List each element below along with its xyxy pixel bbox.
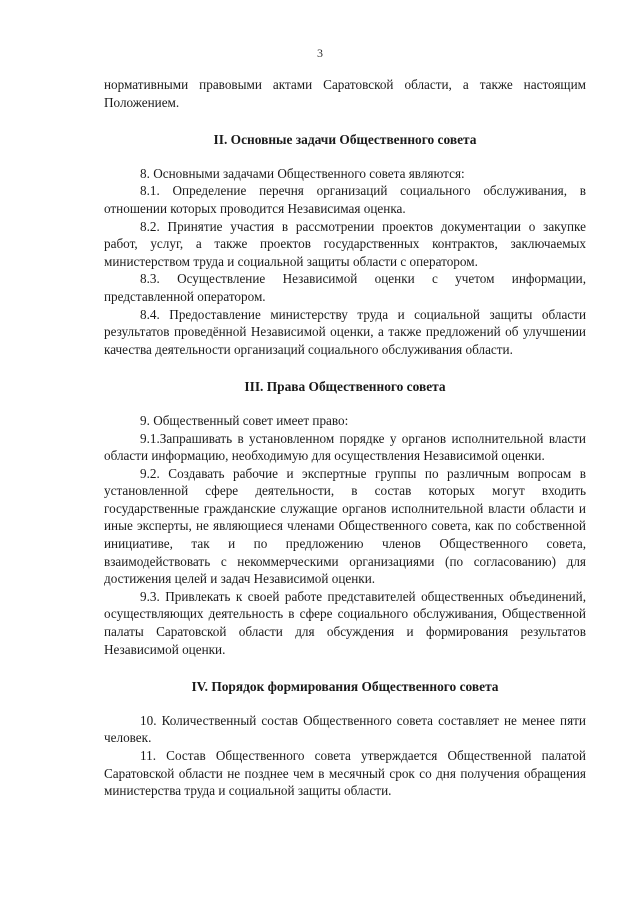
section-3-heading: III. Права Общественного совета [244,379,446,395]
paragraph-11: 11. Состав Общественного совета утверждается Общественной палатой Саратовской области не позднее чем в месячный срок со дня получения обращения министерства труда и социальной защиты области. [104,748,586,799]
intro-paragraph: нормативными правовыми актами Саратовской области, а также настоящим Положением. [104,77,586,110]
paragraph-9-2: 9.2. Создавать рабочие и экспертные группы по различным вопросам в установленной сфере деятельности, в состав которых могут входить государственные гражданские служащие органов исполнительной власти области и иные эксперты, не являющиеся членами Общественного совета, как по собственной инициативе, так и по предложению членов Общественного совета, взаимодействовать с некоммерческими организациями (по согласованию) для достижения целей и задач Независимой оценки. [104,465,586,587]
paragraph-8-3: 8.3. Осуществление Независимой оценки с учетом информации, представленной оператором. [104,271,586,304]
paragraph-10: 10. Количественный состав Общественного совета составляет не менее пяти человек. [104,712,586,746]
paragraph-9: 9. Общественный совет имеет право: [140,412,349,428]
paragraph-8-4: 8.4. Предоставление министерству труда и социальной защиты области результатов проведённой Независимой оценки, а также предложений об улучшении качества деятельности организаций социального обслуживания области. [104,306,586,357]
document-body [104,76,586,800]
paragraph-8: 8. Основными задачами Общественного совета являются: [140,165,465,181]
page-number: 3 [317,46,323,60]
paragraph-8-1: 8.1. Определение перечня организаций социального обслуживания, в отношении которых проводится Независимая оценка. [104,183,586,216]
section-4-heading: IV. Порядок формирования Общественного совета [191,679,499,695]
paragraph-8-2: 8.2. Принятие участия в рассмотрении проектов документации о закупке работ, услуг, а также проектов государственных контрактов, заключаемых министерством труда и социальной защиты области с оператором. [104,218,586,269]
section-2-heading: II. Основные задачи Общественного совета [213,132,477,148]
paragraph-9-1: 9.1.Запрашивать в установленном порядке у органов исполнительной власти области информацию, необходимую для осуществления Независимой оценки. [104,430,586,464]
paragraph-9-3: 9.3. Привлекать к своей работе представителей общественных объединений, осуществляющих деятельность в сфере социального обслуживания, Общественной палаты Саратовской области для обсуждения и формирования результатов Независимой оценки. [104,588,586,657]
